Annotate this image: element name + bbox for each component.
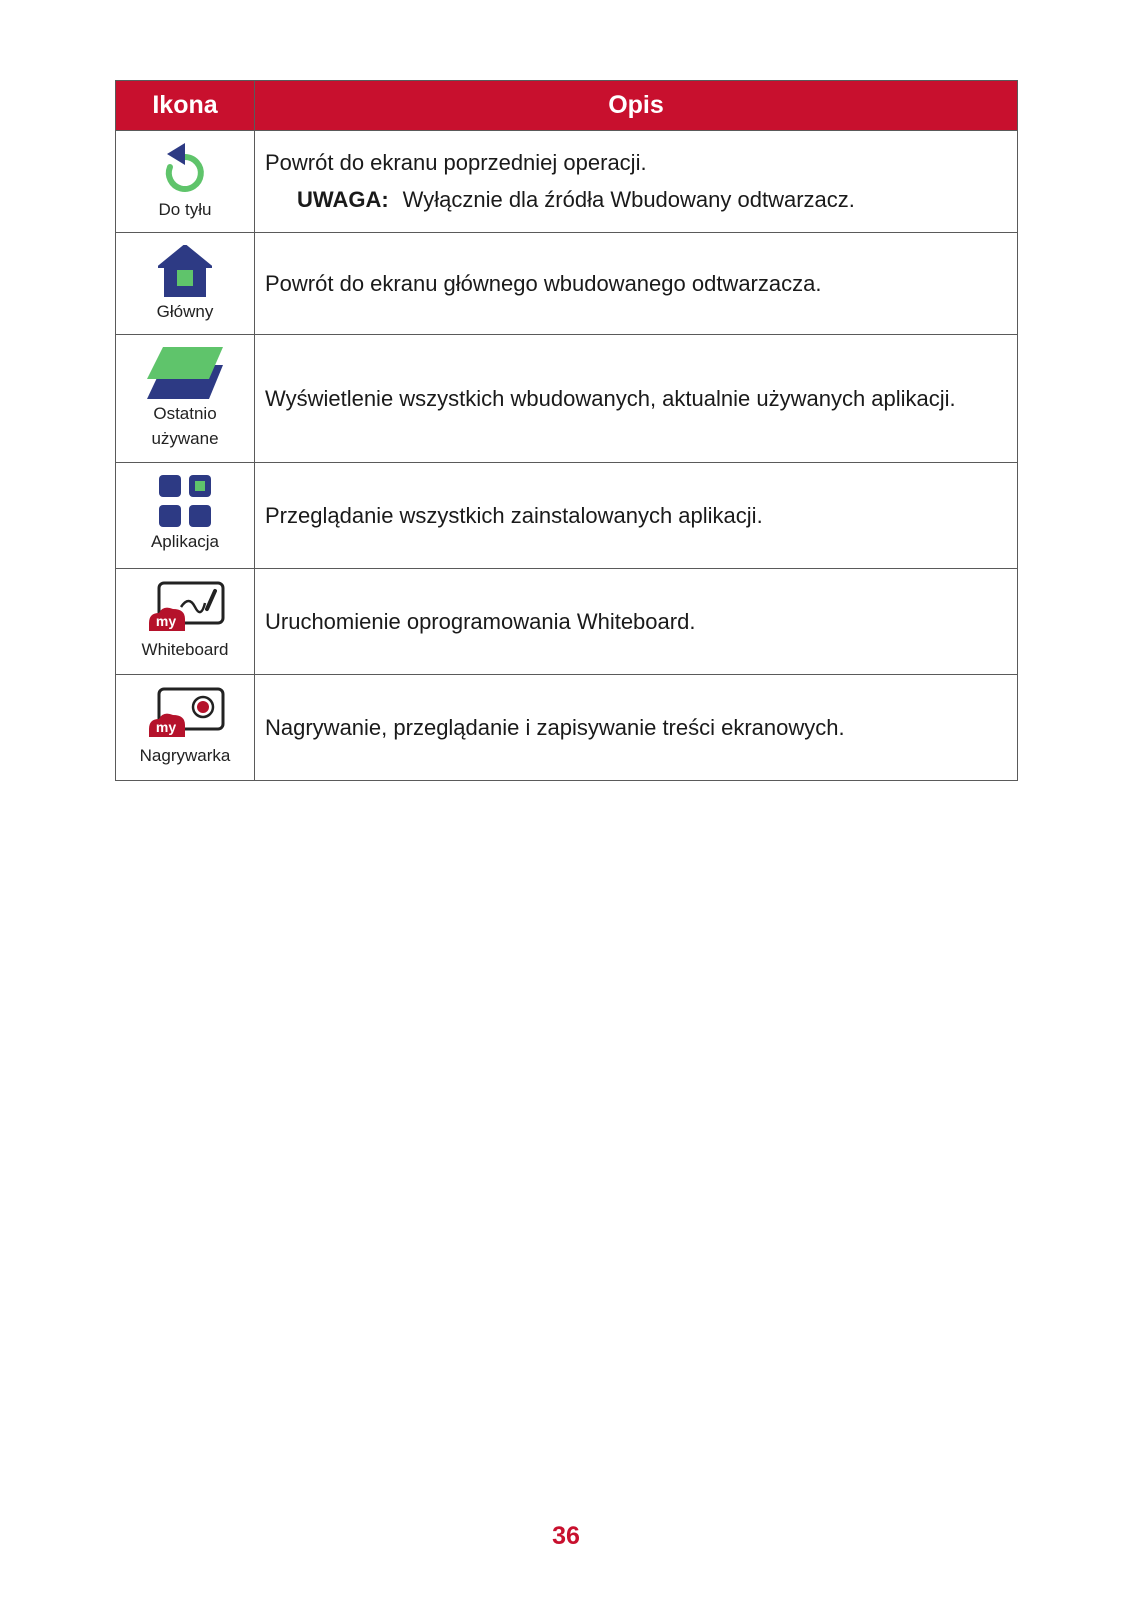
home-icon — [158, 245, 212, 297]
header-description: Opis — [255, 81, 1018, 131]
description-cell — [255, 131, 1018, 233]
description-text: Powrót do ekranu poprzedniej operacji. — [265, 150, 647, 175]
apps-grid-icon — [159, 475, 211, 527]
whiteboard-icon — [145, 581, 225, 635]
table-row — [116, 335, 1018, 463]
my-badge-text: my — [155, 613, 177, 629]
icon-cell — [116, 335, 255, 463]
table-row — [116, 569, 1018, 675]
table-header-row — [116, 81, 1018, 131]
description-text: Powrót do ekranu głównego wbudowanego odtwarzacza. — [265, 270, 822, 296]
note-text: Wyłącznie dla źródła Wbudowany odtwarzacz. — [402, 187, 855, 212]
icon-label: Aplikacja — [150, 532, 220, 551]
note-label: UWAGA: — [297, 187, 389, 212]
table-row — [116, 131, 1018, 233]
description-text: Przeglądanie wszystkich zainstalowanych aplikacji. — [265, 502, 763, 528]
header-icon: Ikona — [116, 81, 255, 131]
description-cell — [255, 463, 1018, 569]
icon-cell — [116, 131, 255, 233]
icon-description-table — [115, 80, 1018, 781]
description-cell — [255, 675, 1018, 781]
description-text: Wyświetlenie wszystkich wbudowanych, aktualnie używanych aplikacji. — [265, 385, 956, 411]
description-cell — [255, 233, 1018, 335]
my-badge-text: my — [155, 719, 177, 735]
recent-layers-icon — [147, 347, 223, 399]
description-text: Uruchomienie oprogramowania Whiteboard. — [265, 608, 696, 634]
table-row — [116, 233, 1018, 335]
page-number: 36 — [552, 1522, 580, 1550]
icon-label: Do tyłu — [158, 200, 212, 219]
icon-label: Nagrywarka — [139, 746, 231, 765]
table-row — [116, 463, 1018, 569]
recorder-icon — [145, 687, 225, 741]
table-row — [116, 675, 1018, 781]
description-text: Nagrywanie, przeglądanie i zapisywanie treści ekranowych. — [265, 714, 845, 740]
icon-cell — [116, 675, 255, 781]
note — [265, 184, 1005, 216]
description-cell — [255, 569, 1018, 675]
icon-label: Główny — [156, 302, 214, 321]
icon-label: Whiteboard — [141, 640, 229, 659]
icon-cell — [116, 233, 255, 335]
icon-cell — [116, 569, 255, 675]
description-cell — [255, 335, 1018, 463]
back-arrow-icon — [161, 143, 209, 195]
icon-label: Ostatnio używane — [151, 404, 219, 448]
icon-cell — [116, 463, 255, 569]
